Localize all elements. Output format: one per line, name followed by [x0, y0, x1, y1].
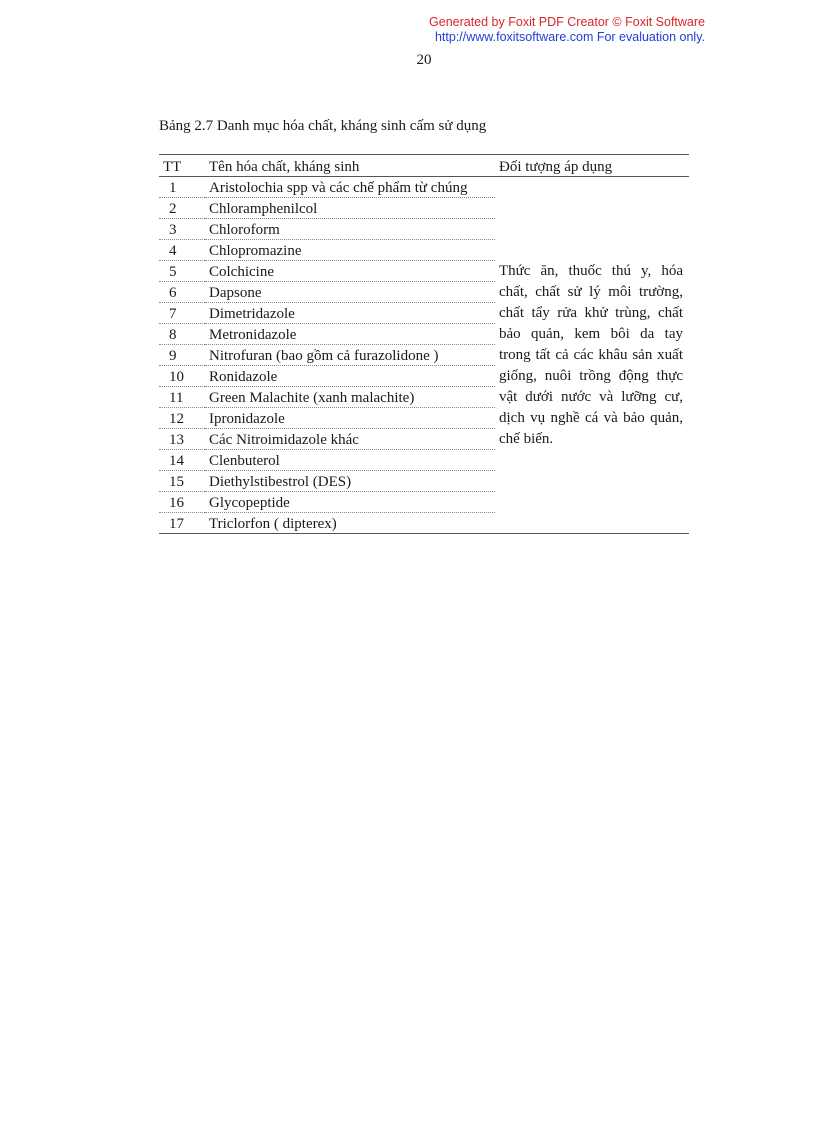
foxit-watermark	[405, 15, 705, 45]
row-number: 1	[159, 177, 205, 198]
row-number: 14	[159, 450, 205, 471]
row-number: 8	[159, 324, 205, 345]
header-tt: TT	[159, 155, 205, 177]
table-header-row	[159, 155, 689, 177]
chemical-name: Ronidazole	[205, 366, 495, 387]
chemical-name: Dapsone	[205, 282, 495, 303]
table-body	[159, 177, 689, 534]
header-name: Tên hóa chất, kháng sinh	[205, 155, 495, 177]
row-number: 6	[159, 282, 205, 303]
table-row	[159, 177, 689, 198]
chemical-name: Clenbuterol	[205, 450, 495, 471]
row-number: 7	[159, 303, 205, 324]
watermark-line-2: http://www.foxitsoftware.com For evaluation only.	[434, 30, 705, 44]
chemical-name: Dimetridazole	[205, 303, 495, 324]
row-number: 12	[159, 408, 205, 429]
chemical-name: Diethylstibestrol (DES)	[205, 471, 495, 492]
row-number: 3	[159, 219, 205, 240]
applicable-target: Thức ăn, thuốc thú y, hóa chất, chất sử lý môi trường, chất tẩy rửa khử trùng, chất bảo quản, kem bôi da tay trong tất cả các khâu sản xuất giống, nuôi trồng động thực vật dưới nước và lưỡng cư, dịch vụ nghề cá và bảo quản, chế biến.	[495, 177, 689, 534]
page-number: 20	[416, 52, 432, 68]
row-number: 4	[159, 240, 205, 261]
row-number: 17	[159, 513, 205, 534]
row-number: 16	[159, 492, 205, 513]
row-number: 13	[159, 429, 205, 450]
row-number: 15	[159, 471, 205, 492]
row-number: 9	[159, 345, 205, 366]
chemical-name: Colchicine	[205, 261, 495, 282]
chemical-name: Glycopeptide	[205, 492, 495, 513]
chemical-name: Chlopromazine	[205, 240, 495, 261]
row-number: 11	[159, 387, 205, 408]
chemical-name: Triclorfon ( dipterex)	[205, 513, 495, 534]
chemical-name: Chloroform	[205, 219, 495, 240]
chemical-name: Green Malachite (xanh malachite)	[205, 387, 495, 408]
header-target: Đối tượng áp dụng	[495, 155, 689, 177]
row-number: 2	[159, 198, 205, 219]
banned-chemicals-table	[159, 154, 689, 534]
chemical-name: Các Nitroimidazole khác	[205, 429, 495, 450]
chemical-name: Aristolochia spp và các chế phẩm từ chúng	[205, 177, 495, 198]
row-number: 10	[159, 366, 205, 387]
chemical-name: Metronidazole	[205, 324, 495, 345]
table-caption: Bảng 2.7 Danh mục hóa chất, kháng sinh cấm sử dụng	[159, 118, 487, 134]
watermark-line-1: Generated by Foxit PDF Creator © Foxit Software	[429, 15, 705, 29]
row-number: 5	[159, 261, 205, 282]
chemical-name: Nitrofuran (bao gồm cả furazolidone )	[205, 345, 495, 366]
chemical-name: Ipronidazole	[205, 408, 495, 429]
chemical-name: Chloramphenilcol	[205, 198, 495, 219]
